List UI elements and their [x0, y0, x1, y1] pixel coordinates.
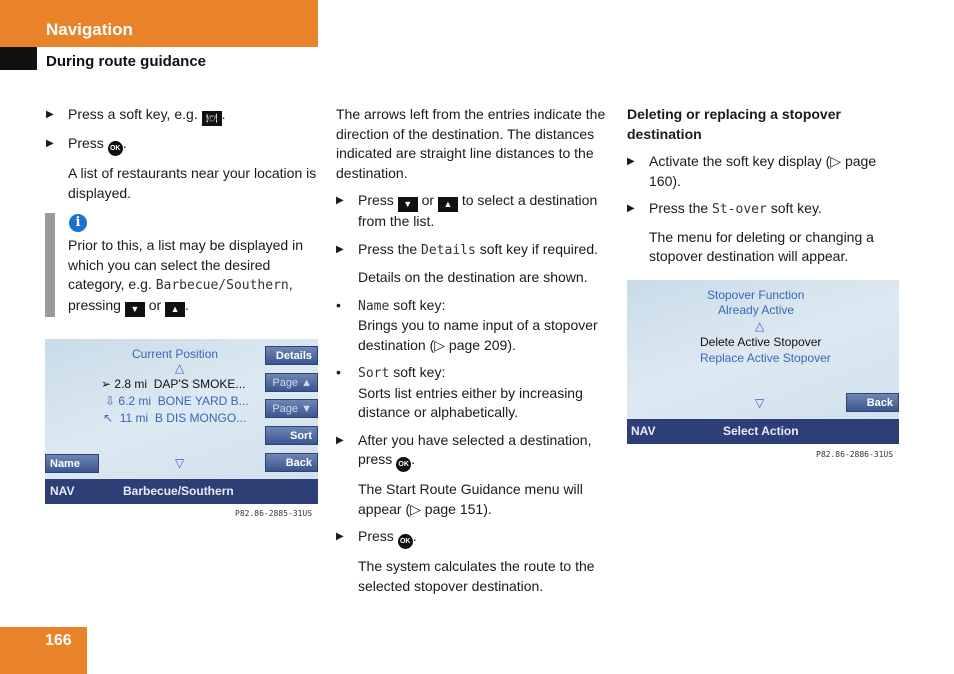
bullet-arrow-icon: ▶ — [46, 138, 54, 149]
restaurant-softkey-icon: 🍽 — [202, 111, 222, 126]
up-key-icon: ▲ — [165, 302, 185, 317]
page-title: Navigation — [46, 20, 133, 39]
info-note — [45, 213, 318, 317]
sort-softkey-item: • Sort soft key: Sorts list entries either by increasing distance or alphabetically. — [336, 364, 583, 420]
section-subtitle: During route guidance — [46, 53, 207, 70]
result-text: A list of restaurants near your location is displayed. — [68, 165, 317, 201]
bullet-arrow-icon: ▶ — [336, 434, 344, 446]
scroll-up-icon: △ — [175, 361, 185, 375]
menu-text: The menu for deleting or changing a stopover destination will appear. — [649, 228, 874, 264]
page-number-band — [0, 627, 87, 674]
column-2 — [336, 105, 612, 596]
scroll-down-icon: ▽ — [755, 396, 765, 410]
status-text: Select Action — [723, 424, 799, 438]
ok-button-icon: OK — [396, 457, 411, 472]
direction-icon: ⇩ — [105, 394, 116, 408]
page-down-button[interactable]: Page ▼ — [265, 399, 318, 418]
step-details: ▶ Press the Details soft key if required. — [336, 240, 598, 258]
section-heading: Deleting or replacing a stopover destination — [627, 106, 841, 142]
step-st-over: ▶ Press the St-over soft key. — [627, 200, 822, 217]
back-button[interactable]: Back — [846, 393, 899, 412]
info-icon: i — [69, 214, 87, 232]
ok-button-icon: OK — [398, 534, 413, 549]
delete-stopover-option[interactable]: Delete Active Stopover — [700, 335, 822, 349]
name-button[interactable]: Name — [45, 454, 99, 473]
screen1-header: Current Position — [132, 347, 219, 361]
screen2-line2: Already Active — [718, 303, 795, 317]
bullet-arrow-icon: ▶ — [627, 156, 635, 167]
column-3 — [627, 105, 899, 267]
nav-label: NAV — [50, 484, 75, 498]
details-text: Details on the destination are shown. — [358, 269, 588, 285]
result-row[interactable]: ↖ 11 mi B DIS MONGO... — [103, 411, 247, 425]
intro-text: The arrows left from the entries indicate the direction of the destination. The distances indicated are straight line distances to the destination. — [336, 106, 606, 181]
details-button[interactable]: Details — [265, 346, 318, 365]
replace-stopover-option[interactable]: Replace Active Stopover — [700, 351, 831, 365]
bullet-arrow-icon: ▶ — [336, 195, 344, 206]
sort-button[interactable]: Sort — [265, 426, 318, 445]
step-press-ok-2: ▶ Press OK . — [336, 527, 612, 549]
direction-icon: ➢ — [101, 377, 112, 391]
step-press-ok: ▶ Press OK . — [46, 134, 318, 156]
calculate-text: The system calculates the route to the selected stopover destination. — [358, 558, 595, 594]
step-select-destination: ▶ Press ▼ or ▲ to select a destination from the list. — [336, 192, 598, 229]
result-row[interactable]: ➢ 2.8 mi DAP'S SMOKE... — [101, 377, 246, 391]
result-row[interactable]: ⇩ 6.2 mi BONE YARD B... — [105, 394, 249, 408]
status-text: Barbecue/Southern — [123, 484, 234, 498]
restaurant-list-screen — [45, 339, 318, 504]
status-bar — [627, 419, 899, 444]
scroll-down-icon: ▽ — [175, 456, 185, 470]
bullet-dot-icon: • — [336, 364, 341, 380]
name-softkey-item: • Name soft key: Brings you to name input of a stopover destination (▷ page 209). — [336, 296, 598, 353]
bullet-arrow-icon: ▶ — [627, 203, 635, 214]
stopover-screen — [627, 280, 899, 444]
page-up-button[interactable]: Page ▲ — [265, 373, 318, 392]
figure-id: P82.86-2885-31US — [235, 509, 313, 518]
page-number: 166 — [45, 632, 72, 649]
column-1 — [46, 105, 318, 203]
status-bar — [45, 479, 318, 504]
step-press-soft-key: ▶ Press a soft key, e.g. 🍽 . — [46, 105, 318, 126]
bullet-arrow-icon: ▶ — [336, 243, 344, 255]
bullet-dot-icon: • — [336, 296, 341, 313]
ok-button-icon: OK — [108, 141, 123, 156]
screen2-line1: Stopover Function — [707, 288, 805, 302]
nav-label: NAV — [631, 424, 656, 438]
back-button[interactable]: Back — [265, 453, 318, 472]
category-mono: Barbecue/Southern — [155, 278, 289, 293]
start-route-text: The Start Route Guidance menu will appear (▷ page 151). — [358, 481, 583, 517]
note-bar — [45, 213, 55, 317]
step-after-select: ▶ After you have selected a destination, press OK . — [336, 431, 612, 473]
down-key-icon: ▼ — [398, 197, 418, 212]
up-key-icon: ▲ — [438, 197, 458, 212]
figure-id: P82.86-2886-31US — [816, 450, 894, 459]
step-activate: ▶ Activate the soft key display (▷ page 160). — [627, 153, 877, 189]
scroll-up-icon: △ — [755, 319, 765, 333]
bullet-arrow-icon: ▶ — [336, 531, 344, 542]
header-marker — [0, 47, 37, 70]
note-text: Prior to this, a list may be displayed in which you can select the desired category, e.g. Barbecue/Southern, pressing ▼ or ▲ . — [68, 236, 318, 317]
bullet-arrow-icon: ▶ — [46, 109, 54, 120]
down-key-icon: ▼ — [125, 302, 145, 317]
direction-icon: ↖ — [103, 411, 114, 425]
